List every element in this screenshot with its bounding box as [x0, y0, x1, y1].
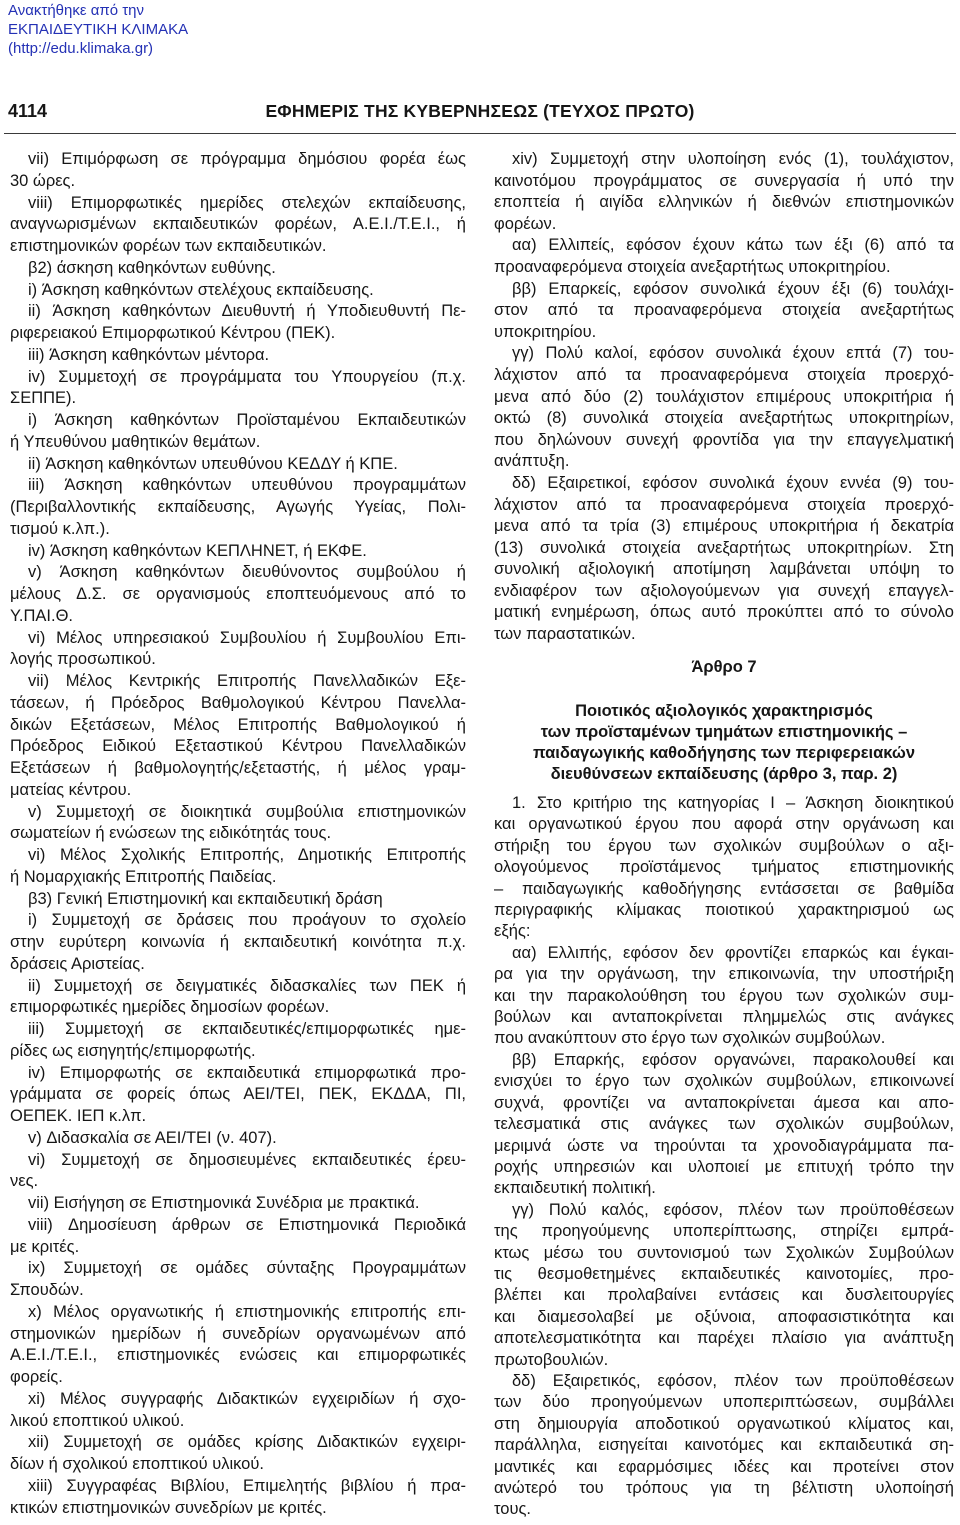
text-line: Υ.ΠΑΙ.Θ.	[10, 606, 73, 625]
text-line: αποτελεσματικότητα και παρέχει πλαίσιο για ανάπτυξη	[494, 1329, 954, 1348]
text-line: τις θεσμοθετημένες εκπαιδευτικές καινοτομίες, προ-	[494, 1264, 954, 1283]
text-line: ρα για την οργάνωση, την επικοινωνία, την υποστήριξη	[494, 965, 954, 984]
paragraph	[10, 671, 466, 802]
text-line: αα) Ελλιπείς, εφόσον έχουν κάτω των έξι (6) από τα	[512, 236, 954, 255]
paragraph	[10, 367, 466, 411]
text-line: μεριμνά ώστε να τηρούνται τα χρονοδιαγράμματα πα-	[494, 1136, 954, 1155]
text-line: vi) Μέλος Σχολικής Επιτροπής, Δημοτικής Επιτροπής	[28, 846, 466, 864]
text-line: ii) Άσκηση καθηκόντων υπευθύνου ΚΕΔΔΥ ή ΚΠΕ.	[28, 454, 398, 473]
text-line: δδ) Εξαιρετικοί, εφόσον συνολικά έχουν εννέα (9) του-	[512, 473, 954, 492]
paragraph	[10, 1193, 466, 1215]
paragraph	[494, 793, 954, 943]
text-line: εκπαιδευτική πολιτική.	[494, 1179, 656, 1198]
text-line: Α.Ε.Ι./Τ.Ε.Ι., επιστημονικές ενώσεις και επιμορφωτικές	[10, 1346, 466, 1365]
text-line: x) Μέλος οργανωτικής ή επιστημονικής επιτροπής επι-	[28, 1302, 466, 1321]
text-line: vii) Εισήγηση σε Επιστημονικά Συνέδρια με πρακτικά.	[28, 1194, 420, 1212]
text-line: ανάπτυξη.	[494, 452, 570, 471]
text-line: β3) Γενική Επιστημονική και εκπαιδευτική δράση	[28, 889, 383, 908]
text-line: αα) Ελλιπής, εφόσον δεν φροντίζει επαρκώς και έγκαι-	[512, 943, 954, 962]
text-line: ββ) Επαρκείς, εφόσον συνολικά έχουν έξι (6) τουλάχι-	[512, 279, 954, 298]
source-note-line: ΕΚΠΑΙΔΕΥΤΙΚΗ ΚΛΙΜΑΚΑ	[8, 21, 189, 38]
paragraph	[10, 410, 466, 454]
right-column-lower	[494, 793, 954, 1521]
text-line: v) Συμμετοχή σε διοικητικά συμβούλια επιστημονικών	[28, 802, 466, 821]
text-line: εποπτεία ή αιγίδα ελληνικών ή διεθνών επιστημονικών	[494, 193, 954, 212]
text-line: ενισχύει το έργο των σχολικών συμβούλων, επικοινωνεί	[494, 1072, 954, 1091]
source-note-line: Ανακτήθηκε από την	[8, 2, 145, 19]
text-line: στημονικών ημερίδων ή συνεδρίων οργανωμένων από	[10, 1324, 466, 1343]
text-line: συνολική αξιολογική αποτίμηση λαμβάνεται υπόψη το	[494, 560, 954, 579]
text-line: ii) Συμμετοχή σε δειγματικές διδασκαλίες των ΠΕΚ ή	[28, 976, 466, 995]
article-title-line: των προϊσταμένων τμημάτων επιστημονικής –	[540, 723, 908, 741]
text-line: 1. Στο κριτήριο της κατηγορίας Ι – Άσκηση διοικητικού	[512, 794, 954, 812]
paragraph	[494, 1371, 954, 1521]
text-line: viii) Δημοσίευση άρθρων σε Επιστημονικά Περιοδικά	[28, 1215, 466, 1234]
text-line: – παιδαγωγικής καθοδήγησης εντάσσεται σε βαθμίδα	[494, 879, 954, 898]
text-line: λάχιστον από τα προαναφερόμενα στοιχεία προερχό-	[494, 365, 954, 384]
paragraph	[10, 628, 466, 672]
text-line: i) Άσκηση καθηκόντων Προϊσταμένου Εκπαιδευτικών	[28, 411, 466, 429]
article-title-line: παιδαγωγικής καθοδήγησης των περιφερειακών	[532, 744, 916, 762]
text-line: ματείας κέντρου.	[10, 780, 132, 799]
text-line: που δηλώνουν συνεχή φροντίδα για την επαγγελματική	[494, 430, 954, 449]
paragraph	[494, 149, 954, 235]
text-line: vi) Μέλος υπηρεσιακού Συμβουλίου ή Συμβουλίου Επι-	[28, 628, 466, 647]
paragraph	[10, 1019, 466, 1063]
text-line: i) Συμμετοχή σε δράσεις που προάγουν το σχολείο	[28, 911, 466, 930]
text-line: μενα από δύο (2) τουλάχιστον επιμέρους υποκριτήρια ή	[494, 387, 954, 406]
text-line: οκτώ (8) συνολικά στοιχεία ανεξαρτήτως υποκριτηρίων,	[494, 409, 954, 428]
paragraph	[10, 149, 466, 193]
text-line: δίων ή σχολικού εποπτικού υλικού.	[10, 1455, 264, 1473]
paragraph	[10, 1476, 466, 1520]
text-line: επιστημονικών φορέων των εκπαιδευτικών.	[10, 237, 327, 255]
paragraph	[10, 802, 466, 846]
text-line: ii) Άσκηση καθηκόντων Διευθυντή ή Υποδιευθυντή Πε-	[28, 302, 466, 321]
paragraph	[494, 279, 954, 344]
text-line: (13) συνολικά στοιχεία ανεξαρτήτως υποκριτηρίων. Στη	[494, 538, 954, 557]
text-line: Εξετάσεων ή βαθμολογητής/εξεταστής, ή μέλος γραμ-	[10, 759, 466, 777]
text-line: των παραστατικών.	[494, 625, 636, 644]
text-line: συχνά, φροντίζει να ανταποκρίνεται άμεσα και απο-	[494, 1093, 954, 1112]
text-line: μενα από τα τρία (3) επιμέρους υποκριτήρια ή δεκατρία	[494, 517, 954, 536]
text-line: μέλους Δ.Σ. σε οργανισμούς εποπτευόμενους από το	[10, 585, 466, 603]
source-note	[8, 1, 188, 58]
text-line: στήριξη του έργου των σχολικών συμβούλων ο αξι-	[494, 836, 954, 855]
text-line: νες.	[10, 1172, 39, 1191]
text-line: viii) Επιμορφωτικές ημερίδες στελεχών εκπαίδευσης,	[28, 193, 466, 212]
text-line: της προηγούμενης υποπερίπτωσης, στηρίζει εμπρά-	[494, 1222, 954, 1241]
page-number: 4114	[8, 101, 48, 121]
paragraph	[10, 845, 466, 889]
text-line: ή Υπευθύνου μαθητικών θεμάτων.	[10, 432, 261, 451]
text-line: ή Νομαρχιακής Επιτροπής Παιδείας.	[10, 867, 277, 886]
text-line: τελεσματικά στις ανάγκες των σχολικών συμβούλων,	[494, 1115, 954, 1134]
text-line: ΣΕΠΠΕ).	[10, 389, 77, 408]
paragraph	[10, 280, 466, 302]
text-line: ματική ενημέρωση, όπως αυτό προκύπτει από το σύνολο	[494, 603, 954, 622]
left-column	[10, 149, 466, 1519]
text-line: γγ) Πολύ καλός, εφόσον, πλέον των προϋποθέσεων	[512, 1200, 954, 1219]
article-title-line: Ποιοτικός αξιολογικός χαρακτηρισμός	[575, 702, 873, 720]
paragraph	[10, 889, 466, 911]
text-line: ix) Συμμετοχή σε ομάδες σύνταξης Προγραμμάτων	[28, 1259, 466, 1278]
paragraph	[10, 1302, 466, 1389]
paragraph	[10, 1128, 466, 1150]
text-line: γγ) Πολύ καλοί, εφόσον συνολικά έχουν επτά (7) του-	[512, 344, 954, 363]
text-line: φορείς.	[10, 1368, 63, 1386]
text-line: σωματείων ή ενώσεων της ειδικότητάς τους.	[10, 824, 332, 843]
text-line: καινοτόμου προγράμματος σε συνεργασία ή υπό την	[494, 171, 954, 190]
gazette-title: ΕΦΗΜΕΡΙΣ ΤΗΣ ΚΥΒΕΡΝΗΣΕΩΣ (ΤΕΥΧΟΣ ΠΡΩΤΟ)	[265, 101, 695, 121]
paragraph	[494, 943, 954, 1050]
text-line: vii) Μέλος Κεντρικής Επιτροπής Πανελλαδικών Εξε-	[28, 672, 466, 690]
paragraph	[10, 1389, 466, 1433]
text-line: μαντικές και εφαρμόσιμες ιδέες και προτείνει στον	[494, 1457, 954, 1476]
source-note-url: (http://edu.klimaka.gr)	[8, 40, 154, 57]
text-line: κτως μέσω του συντονισμού των Σχολικών Συμβούλων	[494, 1243, 954, 1262]
text-line: εξής:	[494, 922, 531, 941]
text-line: παράλληλα, εισηγείται καινοτόμες και εκπαιδευτικά ση-	[494, 1436, 954, 1455]
text-line: β2) άσκηση καθηκόντων ευθύνης.	[28, 258, 276, 277]
paragraph	[10, 1150, 466, 1194]
text-line: αναγνωρισμένων εκπαιδευτικών φορέων, Α.Ε.Ι./Τ.Ε.Ι., ή	[10, 215, 466, 234]
text-line: λικού εποπτικού υλικού.	[10, 1411, 185, 1430]
paragraph	[10, 1432, 466, 1476]
text-line: βούλων και ανταποκρίνεται πλημμελώς στις ανάγκες	[494, 1008, 954, 1027]
paragraph	[10, 976, 466, 1020]
paragraph	[494, 1050, 954, 1200]
paragraph	[10, 541, 466, 563]
text-line: κτικών επιστημονικών συνεδρίων με κριτές.	[10, 1498, 327, 1517]
text-line: τισμού κ.λπ.).	[10, 519, 110, 538]
paragraph	[494, 1200, 954, 1371]
text-line: ββ) Επαρκής, εφόσον οργανώνει, παρακολουθεί και	[512, 1050, 954, 1069]
text-line: iv) Άσκηση καθηκόντων ΚΕΠΛΗΝΕΤ, ή ΕΚΦΕ.	[28, 541, 367, 560]
text-line: πρωτοβουλιών.	[494, 1350, 609, 1369]
text-line: τάσεων, ή Πρόεδρος Βαθμολογικού Κέντρου Πανελλα-	[10, 693, 466, 712]
paragraph	[10, 454, 466, 476]
text-line: i) Άσκηση καθηκόντων στελέχους εκπαίδευσης.	[28, 280, 374, 299]
paragraph	[10, 345, 466, 367]
article-label: Άρθρο 7	[691, 658, 757, 676]
text-line: iii) Συμμετοχή σε εκπαιδευτικές/επιμορφωτικές ημε-	[28, 1020, 466, 1038]
paragraph	[10, 1258, 466, 1302]
text-line: προαναφερόμενα στοιχεία ανεξαρτήτως υποκριτηρίου.	[494, 257, 891, 276]
text-line: υποκριτηρίου.	[494, 322, 597, 341]
text-line: iv) Επιμορφωτής σε εκπαιδευτικά επιμορφωτικά προ-	[28, 1063, 466, 1082]
text-line: στον από τα προαναφερόμενα στοιχεία ανεξαρτήτως	[494, 301, 954, 320]
text-line: και οργανωτικού έργου που αφορά στην οργάνωση και	[494, 815, 954, 834]
text-line: ΟΕΠΕΚ. ΙΕΠ κ.λπ.	[10, 1107, 147, 1125]
right-column-upper	[494, 149, 954, 646]
text-line: xiii) Συγγραφέας Βιβλίου, Επιμελητής βιβλίου ή πρα-	[28, 1476, 466, 1495]
text-line: δράσεις Αριστείας.	[10, 954, 145, 973]
text-line: λάχιστον από τα προαναφερόμενα στοιχεία προερχό-	[494, 495, 954, 514]
text-line: φορέων.	[494, 214, 557, 233]
text-line: iii) Άσκηση καθηκόντων υπευθύνου προγραμμάτων	[28, 476, 466, 495]
text-line: τους.	[494, 1500, 532, 1519]
text-line: 30 ώρες.	[10, 171, 76, 190]
text-line: vii) Επιμόρφωση σε πρόγραμμα δημόσιου φορέα έως	[28, 150, 466, 168]
paragraph	[10, 1063, 466, 1128]
paragraph	[10, 258, 466, 280]
text-line: (Περιβαλλοντικής εκπαίδευσης, Αγωγής Υγείας, Πολι-	[10, 498, 466, 516]
text-line: στην ευρύτερη κοινωνία ή εκπαιδευτική κοινότητα π.χ.	[10, 933, 466, 951]
text-line: δικών Εξετάσεων, Μέλος Επιτροπής Βαθμολογικού ή	[10, 715, 466, 734]
article-title	[494, 701, 954, 785]
text-line: ροχής υπηρεσιών και υλοποιεί με επιτυχή τρόπο την	[494, 1157, 954, 1176]
text-line: Σπουδών.	[10, 1281, 84, 1299]
paragraph	[494, 235, 954, 278]
paragraph	[10, 910, 466, 975]
text-line: επιμορφωτικές ημερίδες δημοσίων φορέων.	[10, 998, 330, 1017]
paragraph	[10, 301, 466, 345]
text-line: xiv) Συμμετοχή στην υλοποίηση ενός (1), τουλάχιστον,	[512, 150, 954, 168]
text-line: δδ) Εξαιρετικός, εφόσον, πλέον των προϋποθέσεων	[512, 1371, 954, 1390]
paragraph	[494, 343, 954, 473]
paragraph	[10, 193, 466, 258]
text-line: xii) Συμμετοχή σε ομάδες κρίσης Διδακτικών εγχειρι-	[28, 1433, 466, 1452]
text-line: ολογούμενος προϊστάμενος τμήματος επιστημονικής	[494, 858, 954, 877]
text-line: xi) Μέλος συγγραφής Διδακτικών εγχειριδίων ή σχο-	[28, 1389, 466, 1408]
text-line: και διαμεσολαβεί με οξύνοια, αποφασιστικότητα και	[494, 1307, 954, 1326]
paragraph	[10, 562, 466, 627]
text-line: γράμματα σε φορείς όπως ΑΕΙ/ΤΕΙ, ΠΕΚ, ΕΚΔΔΑ, ΠΙ,	[10, 1085, 466, 1104]
text-line: βλέπει και προλαβαίνει εντάσεις και δυσλειτουργίες	[494, 1286, 954, 1305]
text-line: λογής προσωπικού.	[10, 650, 156, 669]
header-divider	[4, 133, 956, 134]
text-line: στη δημιουργία αποδοτικού οργανωτικού κλίματος και,	[494, 1414, 954, 1433]
paragraph	[10, 475, 466, 540]
text-line: v) Διδασκαλία σε ΑΕΙ/ΤΕΙ (ν. 407).	[28, 1128, 277, 1147]
text-line: των δύο προηγούμενων υποπεριπτώσεων, συμβάλλει	[494, 1393, 954, 1412]
text-line: ανώτερό του τρόπους για τη βέλτιστη υλοποίησή	[494, 1479, 954, 1497]
text-line: ενδιαφέρον των αξιολογούμενων για συνεχή επαγγελ-	[494, 581, 954, 600]
text-line: ρίδες ως εισηγητής/επιμορφωτής.	[10, 1041, 256, 1060]
text-line: και την παρακολούθηση του έργου των σχολικών συμ-	[494, 986, 954, 1005]
article-title-line: διευθύνσεων εκπαίδευσης (άρθρο 3, παρ. 2)	[550, 765, 898, 783]
paragraph	[10, 1215, 466, 1259]
text-line: v) Άσκηση καθηκόντων διευθύνοντος συμβούλου ή	[28, 563, 466, 582]
text-line: vi) Συμμετοχή σε δημοσιευμένες εκπαιδευτικές έρευ-	[28, 1150, 466, 1169]
text-line: που ανακύπτουν στο έργο των σχολικών συμβούλων.	[494, 1029, 886, 1048]
text-line: με κριτές.	[10, 1237, 80, 1256]
text-line: iv) Συμμετοχή σε προγράμματα του Υπουργείου (π.χ.	[28, 367, 466, 386]
paragraph	[494, 473, 954, 646]
text-line: Πρόεδρος Ειδικού Εξεταστικού Κέντρου Πανελλαδικών	[10, 737, 466, 756]
text-line: ριφερειακού Επιμορφωτικού Κέντρου (ΠΕΚ).	[10, 324, 336, 342]
text-line: iii) Άσκηση καθηκόντων μέντορα.	[28, 345, 270, 364]
text-line: περιγραφικής κλίμακας ποιοτικού χαρακτηρισμού ως	[494, 901, 954, 920]
